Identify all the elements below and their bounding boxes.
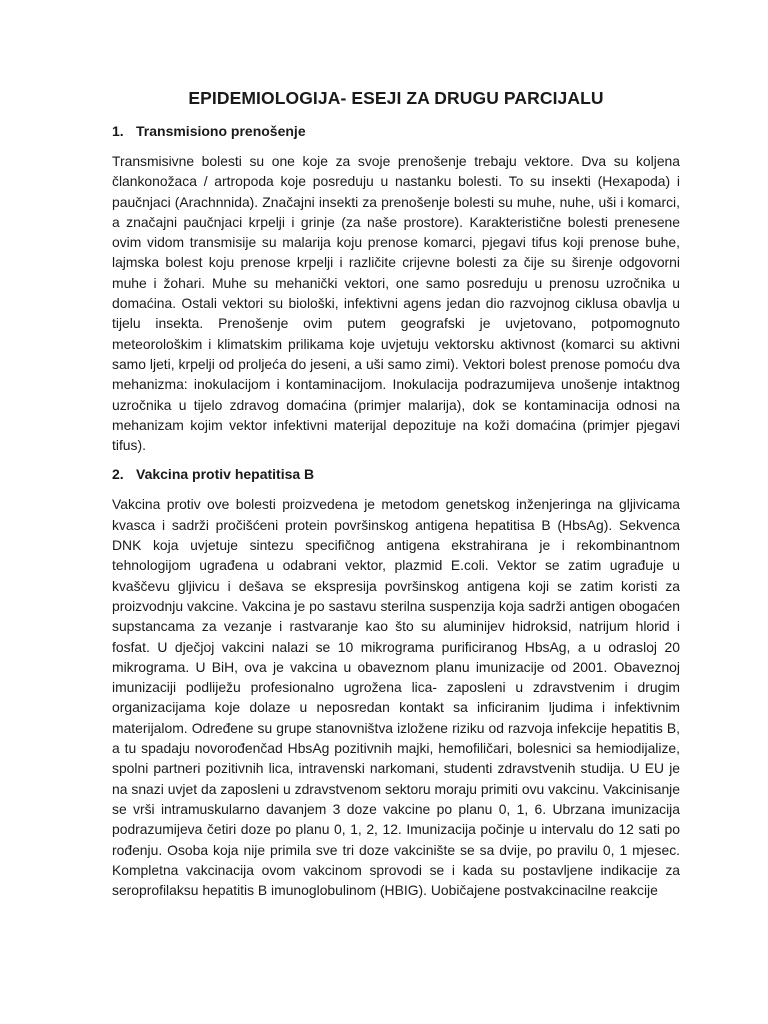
section-paragraph: Vakcina protiv ove bolesti proizvedena je metodom genetskog inženjeringa na gljivicama kvasca i sadrži pročišćeni protein površinskog antigena hepatitisa B (HbsAg). Sekvenca DNK koja uvjetuje sintezu specifičnog antigena ekstrahirana je i rekombinantnom tehnologijom ugrađena u odabrani vektor, plazmid E.coli. Vektor se zatim ugrađuje u kvaščevu gljivicu i dešava se ekspresija površinskog antigena koji se zatim koristi za proizvodnju vakcine. Vakcina je po sastavu sterilna suspenzija koja sadrži antigen obogaćen supstancama za vezanje i rastvaranje kao što su aluminijev hidroksid, natrijum hlorid i fosfat. U dječjoj vakcini nalazi se 10 mikrograma purificiranog HbsAg, a u odrasloj 20 mikrograma. U BiH, ova je vakcina u obaveznom planu imunizacije od 2001. Obaveznoj imunizaciji podliježu profesionalno ugrožena lica- zaposleni u zdravstvenim i drugim organizacijama koje dolaze u neposredan kontakt sa inficiranim ljudima i infektivnim materijalom. Određene su grupe stanovništva izložene riziku od razvoja infekcije hepatitis B, a tu spadaju novorođenčad HbsAg pozitivnih majki, hemofiličari, bolesnici sa hemiodijalize, spolni partneri pozitivnih lica, intravenski narkomani, studenti zdravstvenih studija. U EU je na snazi uvjet da zaposleni u zdravstvenom sektoru moraju primiti ovu vakcinu. Vakcinisanje se vrši intramuskularno davanjem 3 doze vakcine po planu 0, 1, 6. Ubrzana imunizacija podrazumijeva četiri doze po planu 0, 1, 2, 12. Imunizacija počinje u intervalu do 12 sati po rođenju. Osoba koja nije primila sve tri doze vakcinište se sa dvije, po pravilu 0, 1 mjesec. Kompletna vakcinacija ovom vakcinom sprovodi se i kada su postavljene indikacije za seroprofilaksu hepatitis B imunoglobulinom (HBIG). Uobičajene postvakcinacilne reakcije (112, 496, 680, 899)
document-title: EPIDEMIOLOGIJA- ESEJI ZA DRUGU PARCIJALU (188, 88, 604, 108)
section-paragraph: Transmisivne bolesti su one koje za svoje prenošenje trebaju vektore. Dva su koljena člankonožaca / artropoda koje posreduju u nastanku bolesti. To su insekti (Hexapoda) i paučnjaci (Arachnnida). Značajni insekti za prenošenje bolesti su muhe, nuhe, uši i komarci, a značajni paučnjaci krpelji i grinje (za naše prostore). Karakteristične bolesti prenesene ovim vidom transmisije su malarija koju prenose komarci, pjegavi tifus koji prenose buhe, lajmska bolest koju prenose krpelji i različite crijevne bolesti za čije su širenje odgovorni muhe i žohari. Muhe su mehanički vektori, one samo posreduju u prenosu uzročnika u domaćina. Ostali vektori su biološki, infektivni agens jedan dio razvojnog ciklusa obavlja u tijelu insekta. Prenošenje ovim putem geografski je uvjetovano, potpomognuto meteorološkim i klimatskim prilikama koje uvjetuju vektorsku aktivnost (komarci su aktivni samo ljeti, krpelji od proljeća do jeseni, a uši samo zimi). Vektori bolest prenose pomoću dva mehanizma: inokulacijom i kontaminacijom. Inokulacija podrazumijeva unošenje intaktnog uzročnika u tijelo zdravog domaćina (primjer malarija), dok se kontaminacija odnosi na mehanizam kojim vektor infektivni materijal depozituje na koži domaćina (primjer pjegavi tifus). (112, 153, 680, 454)
section-number: 2. (112, 466, 124, 483)
section-heading (112, 121, 680, 141)
section-title: Vakcina protiv hepatitisa B (136, 466, 315, 483)
section-heading (112, 464, 680, 484)
section-number: 1. (112, 123, 124, 139)
document-content (112, 86, 680, 909)
section-title: Transmisiono prenošenje (136, 123, 306, 139)
section-vakcina-protiv-hepatitisa-b (112, 464, 680, 900)
section-transmisiono-prenosenje (112, 121, 680, 455)
